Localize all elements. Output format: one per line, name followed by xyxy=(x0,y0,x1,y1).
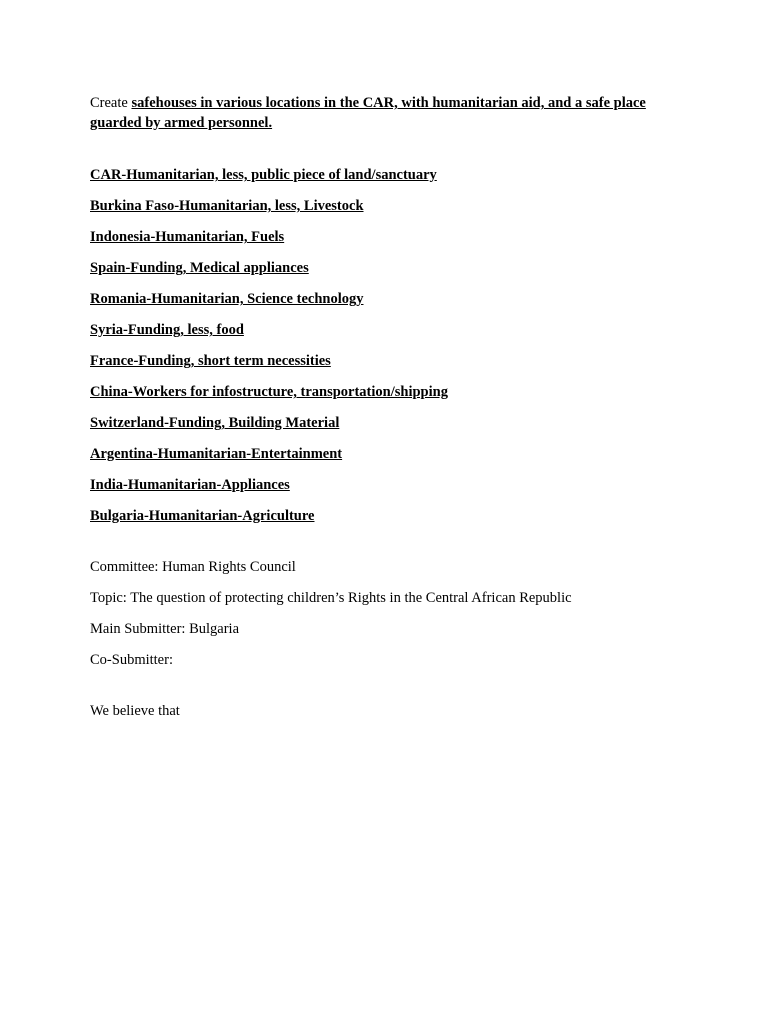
list-item: Argentina-Humanitarian-Entertainment xyxy=(90,446,343,462)
intro-prefix: Create xyxy=(90,95,132,111)
co-submitter-line: Co-Submitter: xyxy=(90,652,173,668)
list-item: Burkina Faso-Humanitarian, less, Livestock xyxy=(90,198,364,214)
list-item: Spain-Funding, Medical appliances xyxy=(90,260,309,276)
list-item: China-Workers for infostructure, transportation/shipping xyxy=(90,384,448,400)
committee-line: Committee: Human Rights Council xyxy=(90,559,296,575)
list-item: India-Humanitarian-Appliances xyxy=(90,477,290,493)
list-item: Syria-Funding, less, food xyxy=(90,322,244,338)
list-item: Bulgaria-Humanitarian-Agriculture xyxy=(90,508,315,524)
closing-line: We believe that xyxy=(90,703,180,719)
document-body xyxy=(90,93,680,721)
resolution-meta xyxy=(90,557,680,681)
main-submitter-line: Main Submitter: Bulgaria xyxy=(90,621,240,637)
list-item: France-Funding, short term necessities xyxy=(90,353,331,369)
country-contribution-list xyxy=(90,165,680,537)
intro-emphasis: safehouses in various locations in the CAR, with humanitarian aid, and a safe place guarded by armed personnel. xyxy=(90,95,646,131)
list-item: CAR-Humanitarian, less, public piece of land/sanctuary xyxy=(90,167,437,183)
list-item: Romania-Humanitarian, Science technology xyxy=(90,291,364,307)
topic-line: Topic: The question of protecting children’s Rights in the Central African Republic xyxy=(90,590,572,606)
intro-paragraph xyxy=(90,93,680,133)
list-item: Switzerland-Funding, Building Material xyxy=(90,415,340,431)
list-item: Indonesia-Humanitarian, Fuels xyxy=(90,229,285,245)
